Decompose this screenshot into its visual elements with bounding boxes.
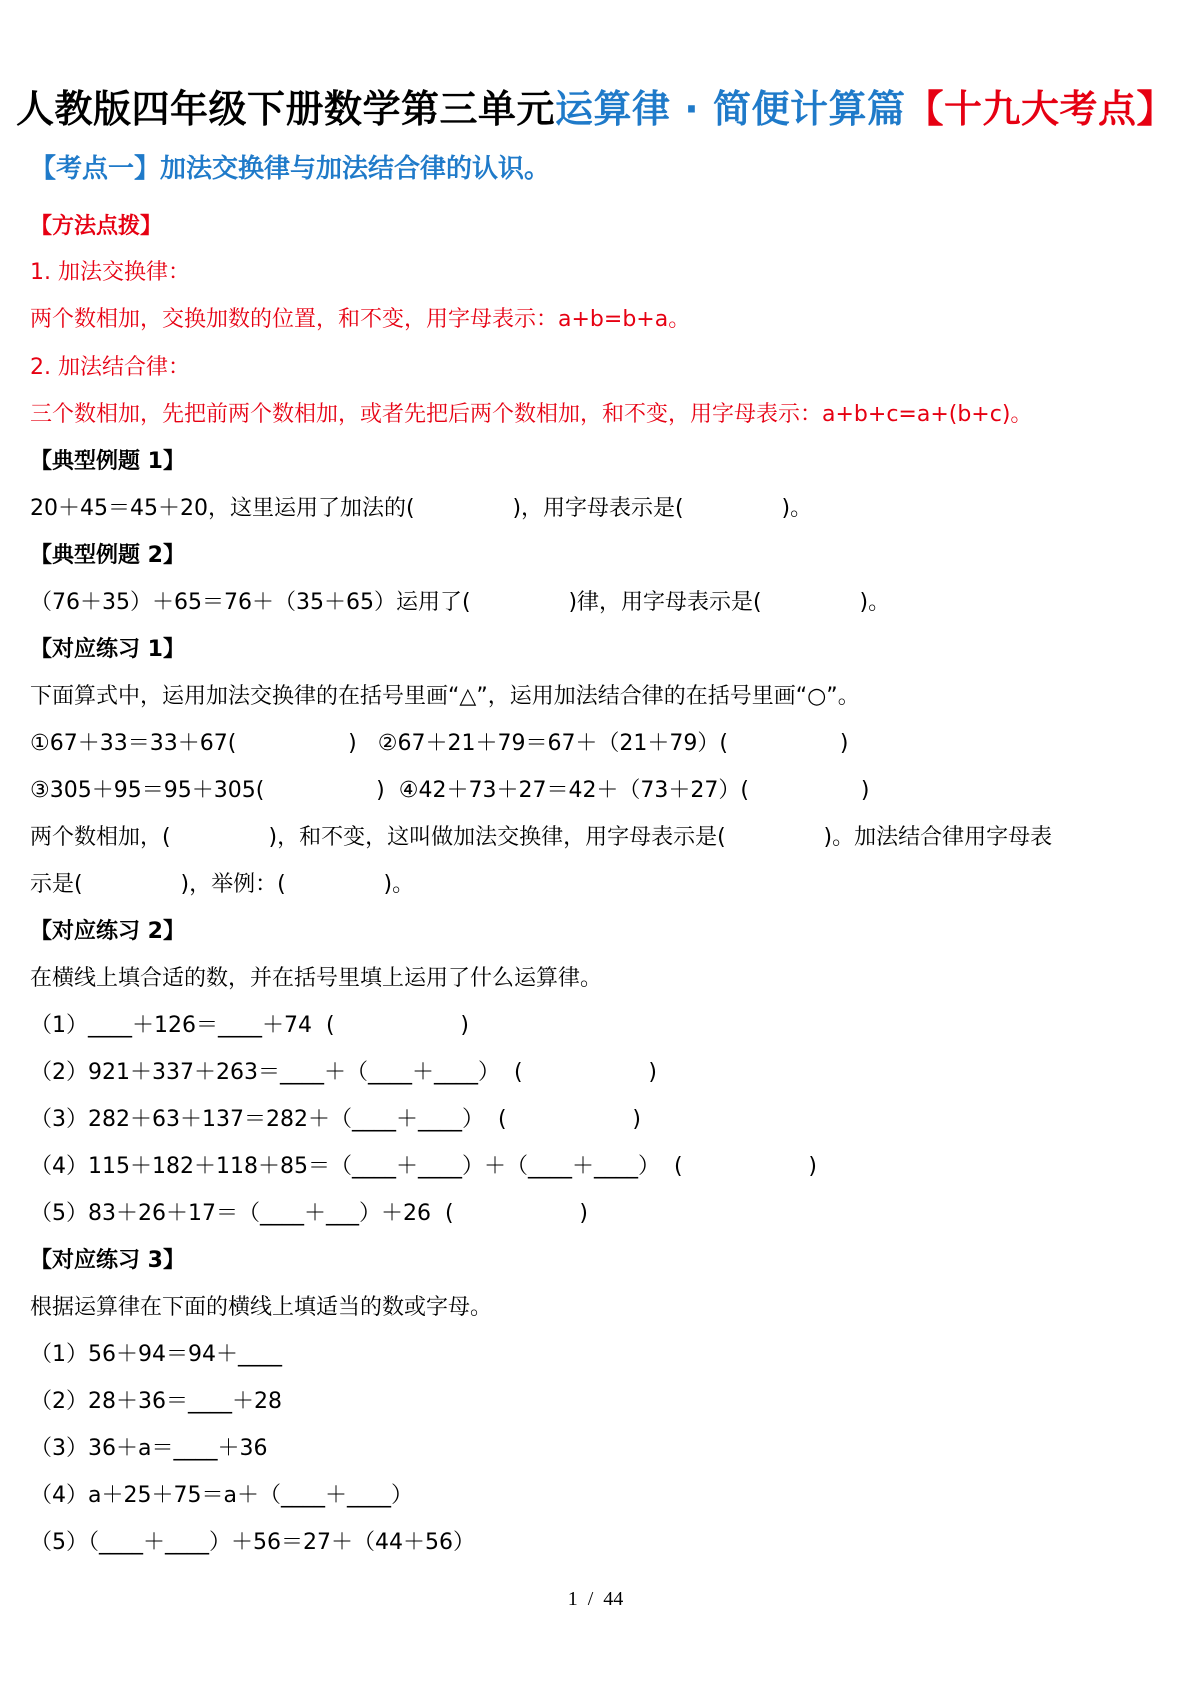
- example-2-text: （76＋35）＋65＝76＋（35＋65）运用了( )律，用字母表示是( )。: [30, 590, 891, 615]
- practice-3-item-1: （1）56＋94＝94＋____: [30, 1342, 282, 1367]
- example-heading-2: 【典型例题 2】: [30, 543, 185, 568]
- practice-2-item-4: （4）115＋182＋118＋85＝（____＋____）＋（____＋____） ( ): [30, 1154, 817, 1179]
- practice-1-row-1: ①67＋33＝33＋67( ) ②67＋21＋79＝67＋（21＋79）( ): [30, 731, 849, 756]
- section-heading: 【考点一】加法交换律与加法结合律的认识。: [30, 154, 551, 184]
- rule-associative: 三个数相加，先把前两个数相加，或者先把后两个数相加，和不变，用字母表示：a+b+c=a+(b+c)。: [30, 402, 1033, 427]
- practice-heading-3: 【对应练习 3】: [30, 1248, 185, 1273]
- practice-3-item-4: （4）a＋25＋75＝a＋（____＋____）: [30, 1483, 413, 1508]
- practice-2-instruction: 在横线上填合适的数，并在括号里填上运用了什么运算律。: [30, 966, 603, 991]
- practice-3-instruction: 根据运算律在下面的横线上填适当的数或字母。: [30, 1295, 493, 1320]
- practice-3-item-5: （5）（____＋____）＋56＝27＋（44＋56）: [30, 1530, 475, 1555]
- title-tag: 【十九大考点】: [905, 87, 1175, 131]
- practice-heading-1: 【对应练习 1】: [30, 637, 185, 662]
- practice-2-item-5: （5）83＋26＋17＝（____＋___）＋26 ( ): [30, 1201, 589, 1226]
- title-unit: 人教版四年级下册数学第三单元: [16, 87, 556, 131]
- practice-1-fill-1: 两个数相加，( )，和不变，这叫做加法交换律，用字母表示是( )。加法结合律用字母表: [30, 825, 1053, 850]
- title-topic: 运算律 · 简便计算篇: [555, 87, 906, 131]
- example-1-text: 20＋45＝45＋20，这里运用了加法的( )，用字母表示是( )。: [30, 496, 813, 521]
- practice-1-instruction: 下面算式中，运用加法交换律的在括号里画“△”，运用加法结合律的在括号里画“○”。: [30, 684, 860, 709]
- page-number: 1 / 44: [567, 1588, 624, 1610]
- practice-1-fill-2: 示是( )，举例：( )。: [30, 872, 415, 897]
- practice-2-item-1: （1）____＋126＝____＋74 ( ): [30, 1013, 470, 1038]
- practice-heading-2: 【对应练习 2】: [30, 919, 185, 944]
- practice-3-item-3: （3）36＋a＝____＋36: [30, 1436, 268, 1461]
- practice-2-item-2: （2）921＋337＋263＝____＋（____＋____） ( ): [30, 1060, 658, 1085]
- rule-title-associative: 2. 加法结合律：: [30, 355, 190, 380]
- rule-commutative: 两个数相加，交换加数的位置，和不变，用字母表示：a+b=b+a。: [30, 307, 691, 332]
- rule-title-commutative: 1. 加法交换律：: [30, 260, 190, 285]
- practice-1-row-2: ③305＋95＝95＋305( ) ④42＋73＋27＝42＋（73＋27）( ): [30, 778, 870, 803]
- practice-2-item-3: （3）282＋63＋137＝282＋（____＋____） ( ): [30, 1107, 641, 1132]
- example-heading-1: 【典型例题 1】: [30, 449, 185, 474]
- page-title: [0, 78, 1191, 133]
- method-heading: 【方法点拨】: [30, 214, 163, 239]
- practice-3-item-2: （2）28＋36＝____＋28: [30, 1389, 282, 1414]
